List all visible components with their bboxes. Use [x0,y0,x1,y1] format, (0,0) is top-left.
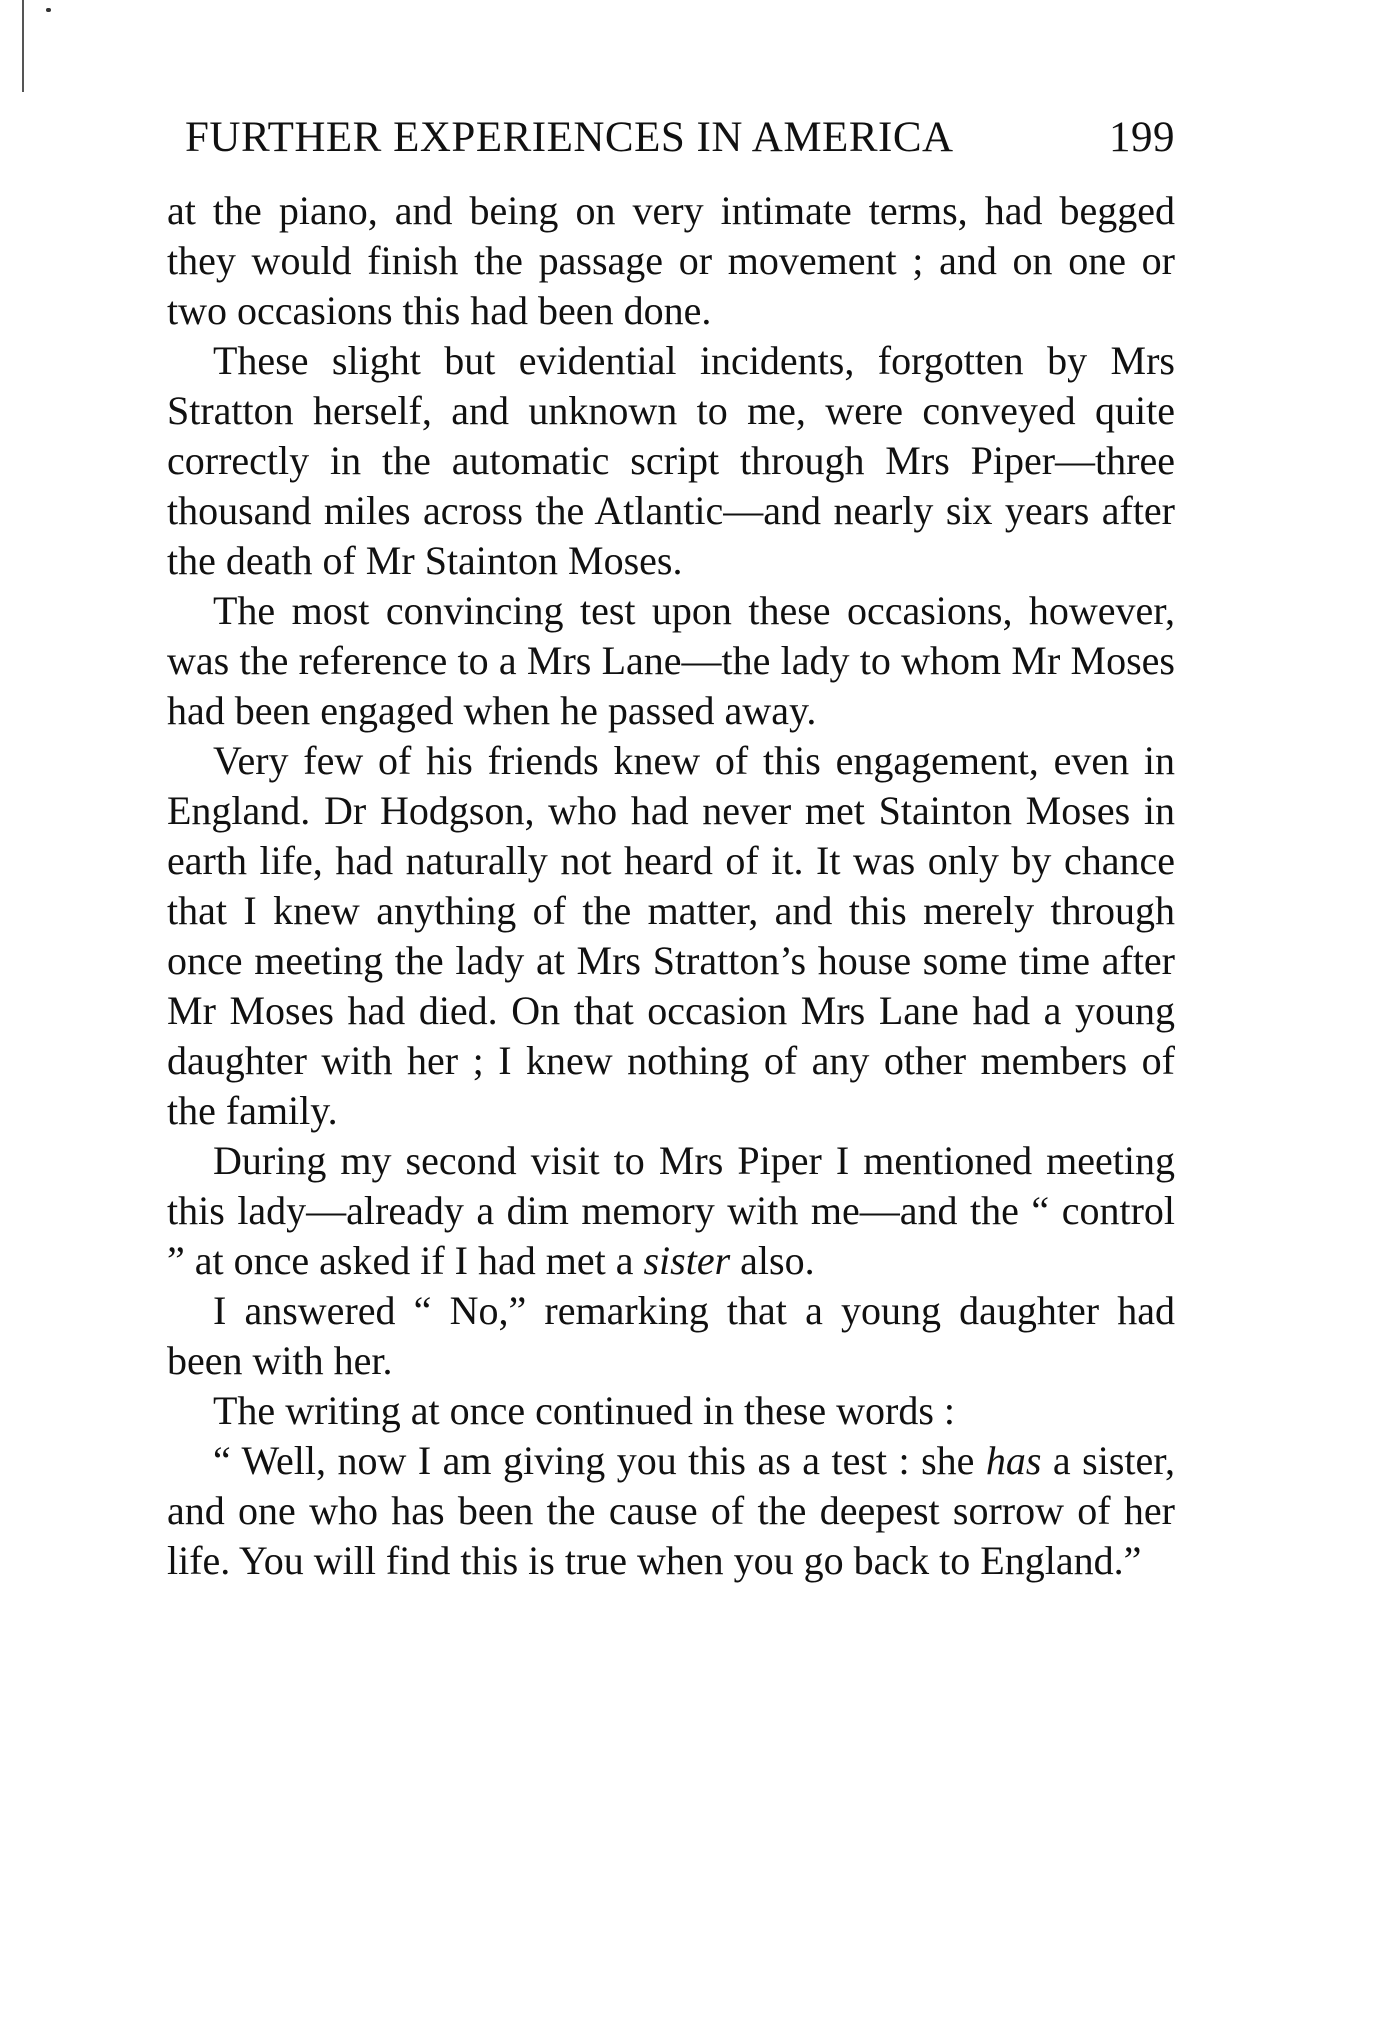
page-number: 199 [1109,114,1175,161]
paragraph [167,1136,1175,1286]
paragraph: The most convincing test upon these occasions, however, was the reference to a Mrs Lane—the lady to whom Mr Moses had been engaged when he passed away. [167,588,1175,733]
paragraph: Very few of his friends knew of this engagement, even in England. Dr Hodgson, who had never met Stainton Moses in earth life, had naturally not heard of it. It was only by chance that I knew anything of the matter, and this merely through once meeting the lady at Mrs Stratton’s house some time after Mr Moses had died. On that occasion Mrs Lane had a young daughter with her ; I knew nothing of any other members of the family. [167,738,1175,1133]
paragraph: The writing at once continued in these words : [213,1388,956,1433]
paragraph-text: a sister, and one who has been the cause of the deepest sorrow of her life. You will find this is true when you go back to England.” [167,1438,1175,1583]
emphasis-text: sister [643,1238,731,1283]
running-header [185,108,1175,168]
paragraph-text: also. [730,1238,815,1283]
paragraph-text: “ Well, now I am giving you this as a test : she [213,1438,986,1483]
paragraph: I answered “ No,” remarking that a young daughter had been with her. [167,1288,1175,1383]
emphasis-text: has [985,1438,1042,1483]
paragraph: These slight but evidential incidents, forgotten by Mrs Stratton herself, and unknown to me, were conveyed quite correctly in the automatic script through Mrs Piper—three thousand miles across the Atlantic—and nearly six years after the death of Mr Stainton Moses. [167,338,1175,583]
quoted-paragraph [167,1436,1175,1586]
scan-mark [46,8,51,12]
scan-edge-line [22,0,24,92]
body-text [167,186,1175,1586]
running-title: FURTHER EXPERIENCES IN AMERICA [185,114,954,161]
paragraph-text: During my second visit to Mrs Piper I mentioned meeting this lady—already a dim memory with me—and the “ control ” at once asked if I had met a [167,1138,1175,1283]
paragraph-continued: at the piano, and being on very intimate terms, had begged they would finish the passage or movement ; and on one or two occasions this had been done. [167,188,1175,333]
